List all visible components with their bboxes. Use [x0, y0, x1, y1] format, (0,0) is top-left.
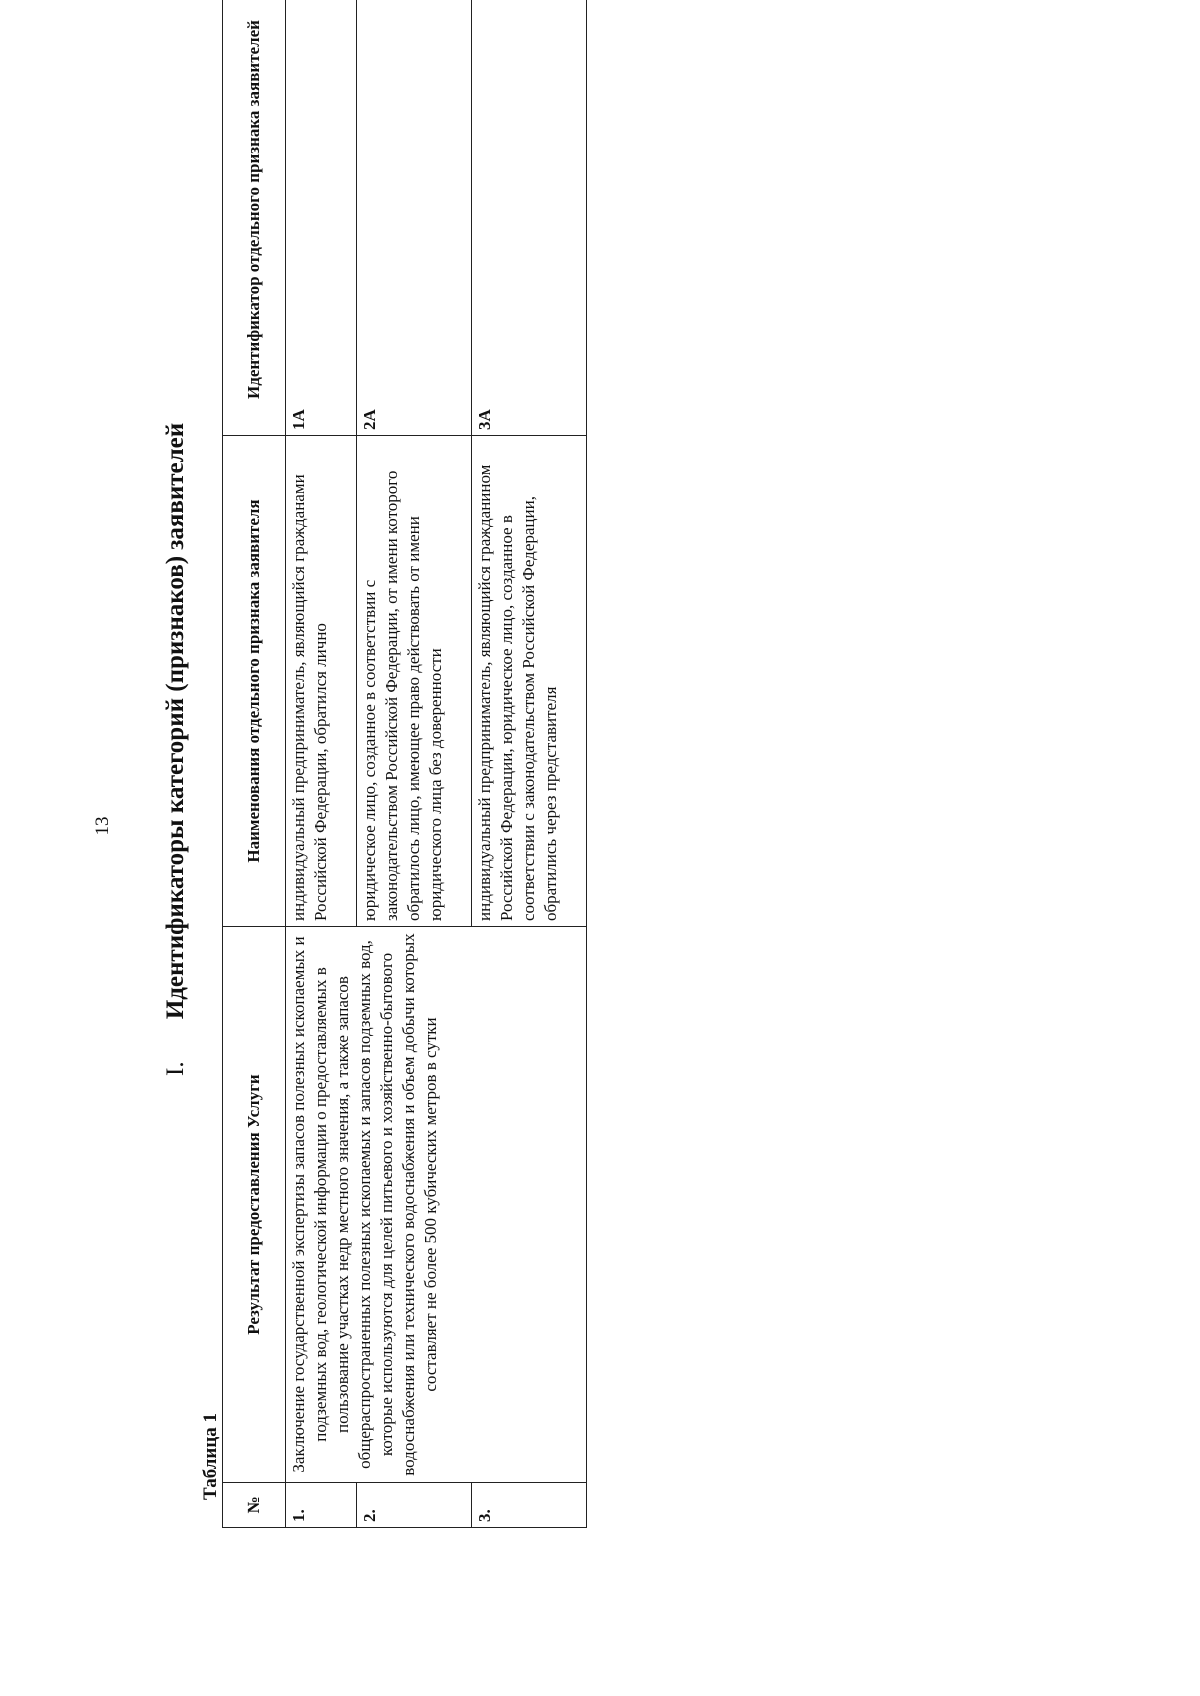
section-numeral: I. — [162, 1061, 189, 1076]
row-number: 3. — [472, 1483, 587, 1528]
table-header-row — [223, 0, 286, 1528]
applicant-feature-code: 3А — [472, 0, 587, 436]
table-row — [286, 0, 357, 1528]
table-label: Таблица 1 — [200, 1412, 221, 1500]
row-number: 2. — [357, 1483, 472, 1528]
applicant-identifiers-table — [222, 0, 587, 1528]
service-result-cell: Заключение государственной экспертизы запасов полезных ископаемых и подземных вод, геологической информации о предоставляемых в пользование участках недр местного значения, а также запасов общераспространенных полезных ископаемых и запасов подземных вод, которые используются для целей питьевого и хозяйственно-бытового водоснабжения или технического водоснабжения и объем добычи которых составляет не более 500 кубических метров в сутки — [286, 927, 587, 1483]
header-id: Идентификатор отдельного признака заявителей — [223, 0, 286, 436]
applicant-feature-code: 1А — [286, 0, 357, 436]
header-num: № — [223, 1483, 286, 1528]
applicant-feature-name: индивидуальный предприниматель, являющийся гражданами Российской Федерации, обратился лично — [286, 436, 357, 927]
header-name: Наименования отдельного признака заявителя — [223, 436, 286, 927]
row-number: 1. — [286, 1483, 357, 1528]
header-result: Результат предоставления Услуги — [223, 927, 286, 1483]
applicant-feature-name: индивидуальный предприниматель, являющийся гражданином Российской Федерации, юридическое лицо, созданное в соответствии с законодательством Российской Федерации, обратились через представителя — [472, 436, 587, 927]
section-title-text: Идентификаторы категорий (признаков) заявителей — [162, 422, 189, 1020]
applicant-feature-name: юридическое лицо, созданное в соответствии с законодательством Российской Федерации, от имени которого обратилось лицо, имеющее право действовать от имени юридического лица без доверенности — [357, 436, 472, 927]
page-number: 13 — [92, 816, 113, 836]
applicant-feature-code: 2А — [357, 0, 472, 436]
section-title — [162, 176, 190, 1076]
